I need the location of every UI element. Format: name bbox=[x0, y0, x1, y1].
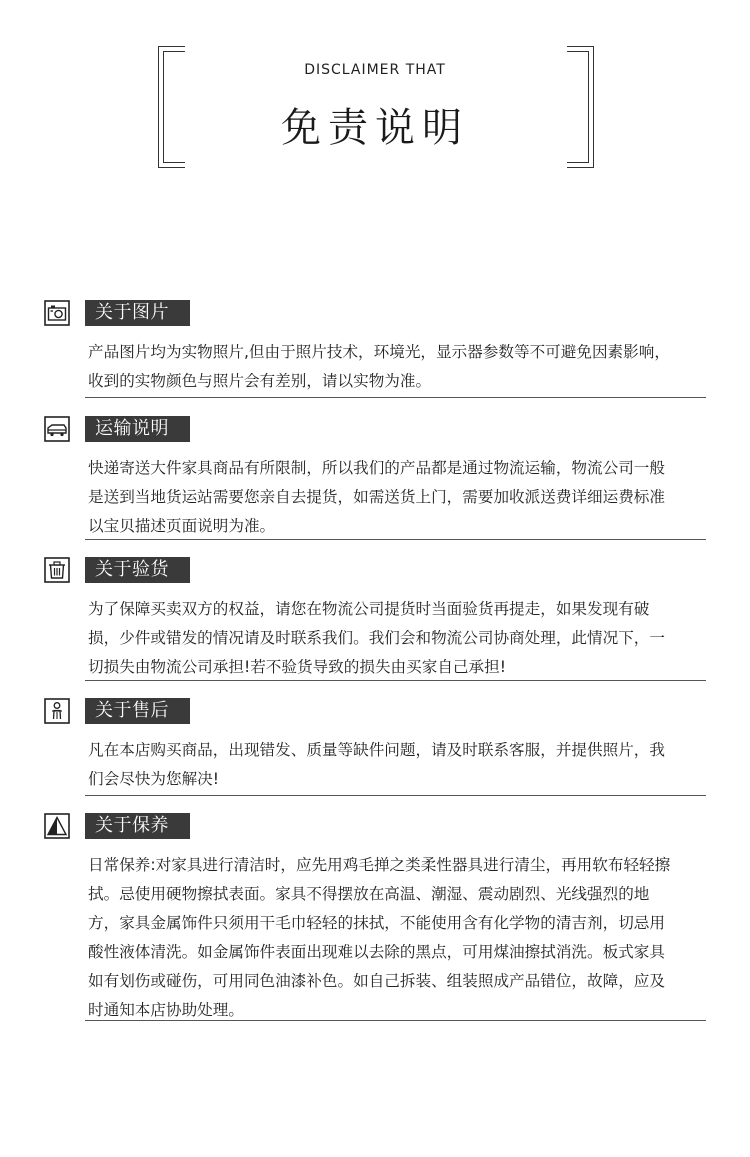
section-label: 关于保养 bbox=[85, 813, 190, 839]
section-divider bbox=[85, 1020, 706, 1021]
delivery-truck-icon bbox=[44, 416, 70, 442]
camera-icon bbox=[44, 300, 70, 326]
section-divider bbox=[85, 680, 706, 681]
section-body: 日常保养:对家具进行清洁时，应先用鸡毛掸之类柔性器具进行清尘，再用软布轻轻擦拭。忌使用硬物擦拭表面。家具不得摆放在高温、潮湿、震动剧烈、光线强烈的地方，家具金属饰件只须用干毛巾轻轻的抹拭，不能使用含有化学物的清吉剂，切忌用酸性液体清洗。如金属饰件表面出现难以去除的黑点，可用煤油擦拭消洗。板式家具如有划伤或碰伤，可用同色油漆补色。如自己拆装、组装照成产品错位，故障，应及时通知本店协助处理。 bbox=[88, 856, 671, 1019]
section-label: 关于图片 bbox=[85, 300, 190, 326]
person-icon bbox=[44, 698, 70, 724]
section-divider bbox=[85, 539, 706, 540]
section-body: 为了保障买卖双方的权益，请您在物流公司提货时当面验货再提走，如果发现有破损，少件或错发的情况请及时联系我们。我们会和物流公司协商处理，此情况下，一切损失由物流公司承担!若不验货导致的损失由买家自己承担! bbox=[88, 600, 665, 676]
section-label: 关于售后 bbox=[85, 698, 190, 724]
section-divider bbox=[85, 397, 706, 398]
section-body: 产品图片均为实物照片,但由于照片技术，环境光，显示器参数等不可避免因素影响，收到的实物颜色与照片会有差别，请以实物为准。 bbox=[88, 343, 670, 390]
section-label: 运输说明 bbox=[85, 416, 190, 442]
section-body: 凡在本店购买商品，出现错发、质量等缺件问题，请及时联系客服，并提供照片，我们会尽快为您解决! bbox=[88, 741, 665, 788]
warning-triangle-icon bbox=[44, 813, 70, 839]
header-eyebrow: DISCLAIMER THAT bbox=[304, 62, 446, 78]
section-body: 快递寄送大件家具商品有所限制，所以我们的产品都是通过物流运输，物流公司一般是送到当地货运站需要您亲自去提货，如需送货上门，需要加收派送费详细运费标准以宝贝描述页面说明为准。 bbox=[88, 459, 665, 535]
section-divider bbox=[85, 795, 706, 796]
trash-bin-icon bbox=[44, 557, 70, 583]
page-title: 免责说明 bbox=[281, 105, 469, 151]
section-label: 关于验货 bbox=[85, 557, 190, 583]
